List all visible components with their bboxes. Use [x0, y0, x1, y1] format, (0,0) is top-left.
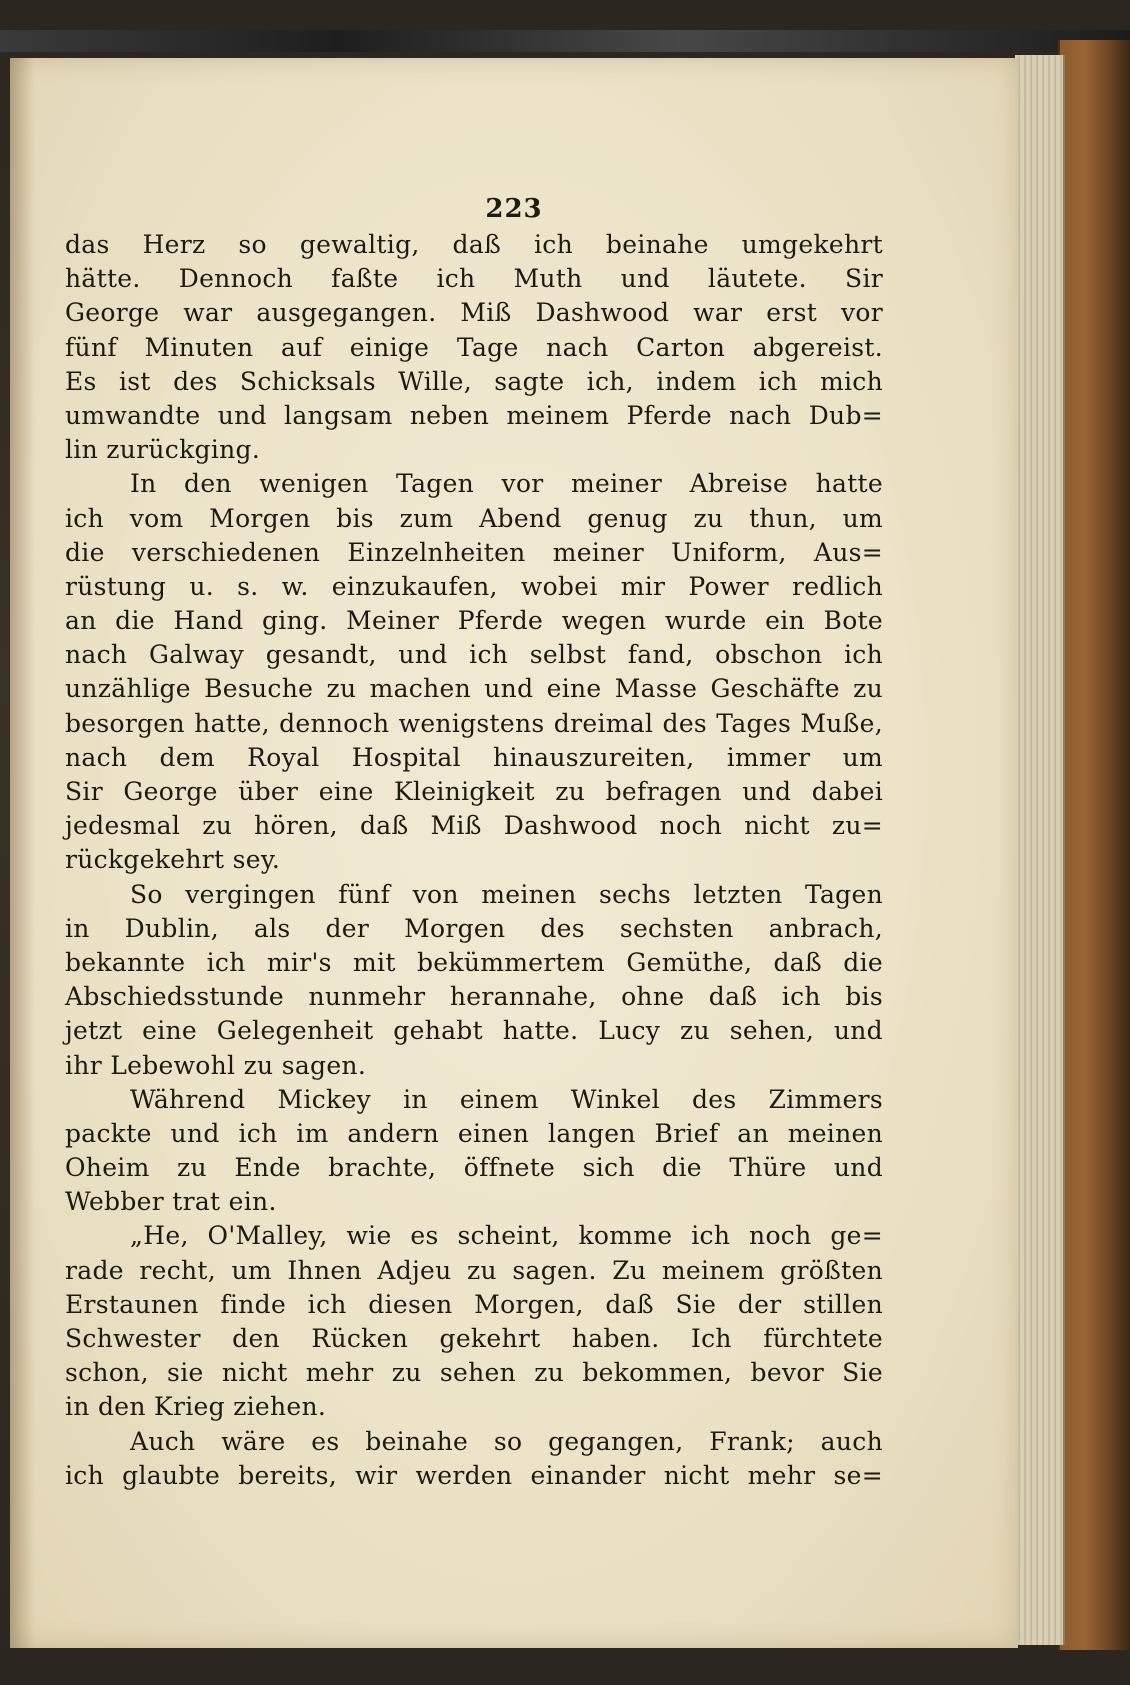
cover-edge	[1058, 40, 1130, 1650]
text-line: schon, sie nicht mehr zu sehen zu bekommen, bevor Sie	[65, 1358, 883, 1388]
text-line: nach Galway gesandt, und ich selbst fand, obschon ich	[65, 640, 883, 670]
text-line: in den Krieg ziehen.	[65, 1392, 327, 1422]
text-line: jedesmal zu hören, daß Miß Dashwood noch nicht zu=	[65, 811, 883, 841]
text-line: Erstaunen finde ich diesen Morgen, daß Sie der stillen	[65, 1289, 883, 1319]
text-line: „He, O'Malley, wie es scheint, komme ich noch ge=	[130, 1221, 883, 1251]
text-line: bekannte ich mir's mit bekümmertem Gemüthe, daß die	[65, 947, 883, 977]
text-line: lin zurückging.	[65, 435, 261, 465]
text-line: Auch wäre es beinahe so gegangen, Frank; auch	[130, 1426, 883, 1456]
text-line: ich glaubte bereits, wir werden einander nicht mehr se=	[65, 1460, 883, 1490]
text-line: Abschiedsstunde nunmehr herannahe, ohne daß ich bis	[65, 982, 883, 1012]
text-line: Webber trat ein.	[65, 1187, 277, 1217]
text-line: rade recht, um Ihnen Adjeu zu sagen. Zu meinem größten	[65, 1255, 883, 1285]
text-line: unzählige Besuche zu machen und eine Masse Geschäfte zu	[65, 674, 883, 704]
text-block	[65, 228, 883, 1493]
text-line: Es ist des Schicksals Wille, sagte ich, indem ich mich	[65, 366, 883, 396]
text-line: Während Mickey in einem Winkel des Zimmers	[130, 1084, 883, 1114]
text-line: jetzt eine Gelegenheit gehabt hatte. Lucy zu sehen, und	[65, 1016, 883, 1046]
text-line: besorgen hatte, dennoch wenigstens dreimal des Tages Muße,	[65, 708, 883, 738]
page-gutter	[10, 58, 35, 1648]
text-line: rüstung u. s. w. einzukaufen, wobei mir Power redlich	[65, 571, 883, 601]
text-line: In den wenigen Tagen vor meiner Abreise hatte	[130, 469, 883, 499]
text-line: Sir George über eine Kleinigkeit zu befragen und dabei	[65, 777, 883, 806]
text-line: in Dublin, als der Morgen des sechsten anbrach,	[65, 913, 883, 943]
text-line: hätte. Dennoch faßte ich Muth und läutete. Sir	[65, 264, 883, 294]
text-line: fünf Minuten auf einige Tage nach Carton abgereist.	[65, 332, 883, 362]
binding-stripe	[0, 30, 1130, 52]
text-line: Oheim zu Ende brachte, öffnete sich die Thüre und	[65, 1153, 883, 1183]
text-line: ihr Lebewohl zu sagen.	[65, 1050, 367, 1080]
text-line: nach dem Royal Hospital hinauszureiten, immer um	[65, 742, 883, 772]
text-line: ich vom Morgen bis zum Abend genug zu thun, um	[65, 503, 883, 533]
text-line: das Herz so gewaltig, daß ich beinahe umgekehrt	[65, 230, 883, 259]
book-page	[10, 58, 1018, 1648]
text-line: umwandte und langsam neben meinem Pferde nach Dub=	[65, 400, 883, 430]
page-number: 223	[485, 194, 543, 224]
text-line: packte und ich im andern einen langen Brief an meinen	[65, 1118, 883, 1148]
text-line: So vergingen fünf von meinen sechs letzten Tagen	[130, 879, 883, 909]
page-stack-edge	[1015, 55, 1065, 1645]
text-line: Schwester den Rücken gekehrt haben. Ich fürchtete	[65, 1324, 883, 1353]
text-line: die verschiedenen Einzelnheiten meiner Uniform, Aus=	[65, 537, 883, 567]
text-line: an die Hand ging. Meiner Pferde wegen wurde ein Bote	[65, 606, 883, 636]
text-line: rückgekehrt sey.	[65, 845, 281, 875]
text-line: George war ausgegangen. Miß Dashwood war erst vor	[65, 298, 883, 328]
